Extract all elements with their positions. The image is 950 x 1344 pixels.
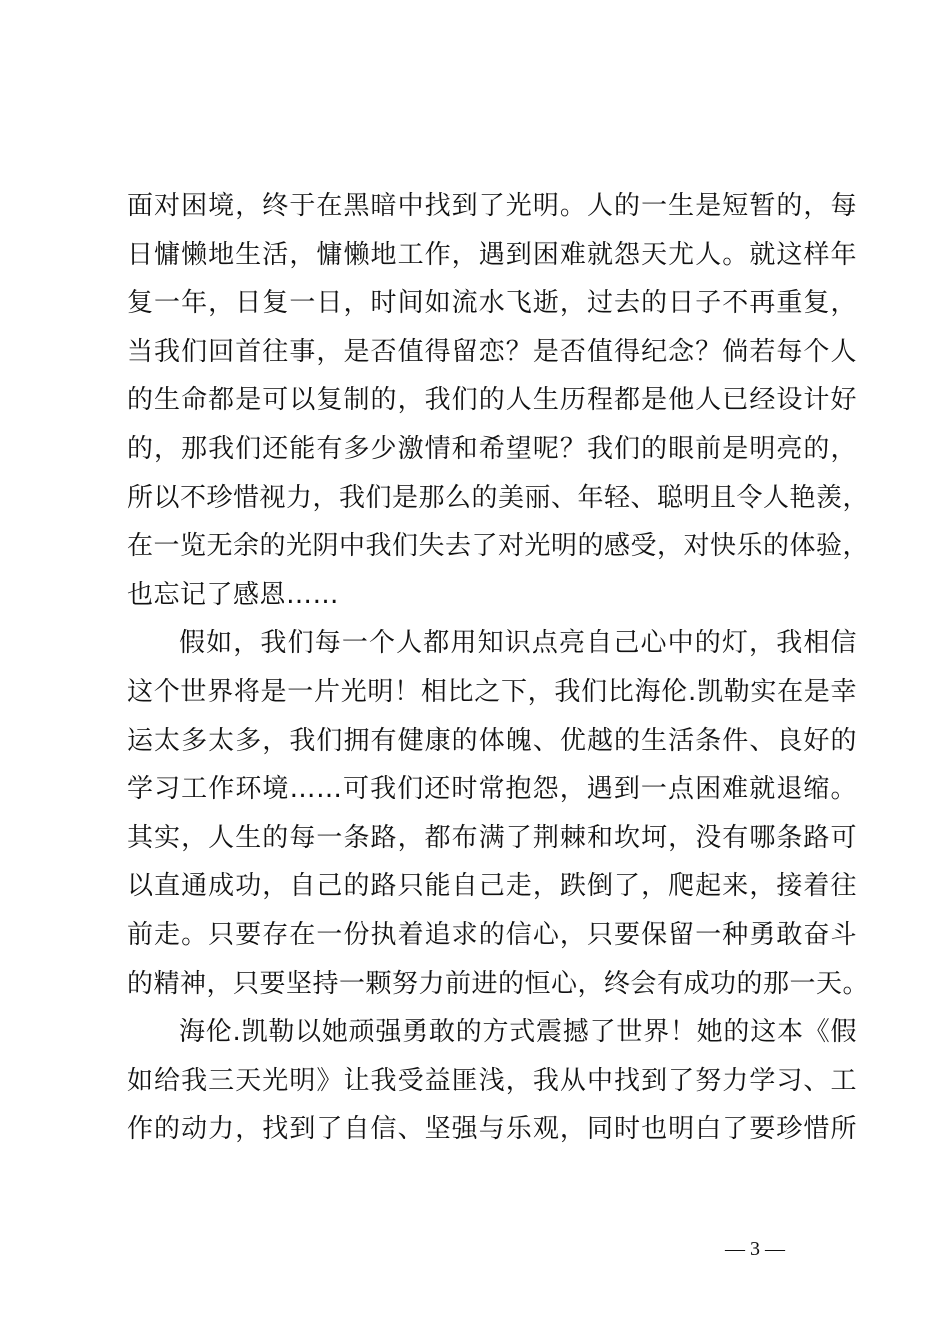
text-line: 前走。只要存在一份执着追求的信心，只要保留一种勇敢奋斗 (127, 919, 857, 950)
text-line: 面对困境，终于在黑暗中找到了光明。人的一生是短暂的，每 (127, 191, 857, 221)
text-line: 当我们回首往事，是否值得留恋？是否值得纪念？倘若每个人 (127, 336, 857, 367)
text-line: 的精神，只要坚持一颗努力前进的恒心，终会有成功的那一天。 (127, 968, 870, 999)
text-line: 这个世界将是一片光明！相比之下，我们比海伦.凯勒实在是幸 (127, 676, 857, 707)
text-line: 如给我三天光明》让我受益匪浅，我从中找到了努力学习、工 (127, 1065, 857, 1096)
text-line: 海伦.凯勒以她顽强勇敢的方式震撼了世界！她的这本《假 (179, 1017, 857, 1048)
text-line: 复一年，日复一日，时间如流水飞逝，过去的日子不再重复， (127, 288, 857, 319)
text-line: 也忘记了感恩…… (127, 579, 340, 610)
text-line: 在一览无余的光阴中我们失去了对光明的感受，对快乐的体验， (127, 531, 870, 562)
text-line: 日慵懒地生活，慵懒地工作，遇到困难就怨天尤人。就这样年 (127, 239, 857, 270)
page-number: — 3 — (725, 1238, 785, 1260)
text-line: 的生命都是可以复制的，我们的人生历程都是他人已经设计好 (127, 385, 857, 416)
text-line: 其实，人生的每一条路，都布满了荆棘和坎坷，没有哪条路可 (127, 822, 857, 853)
document-body (127, 182, 870, 1154)
text-line: 所以不珍惜视力，我们是那么的美丽、年轻、聪明且令人艳羡， (127, 482, 870, 513)
text-line: 以直通成功，自己的路只能自己走，跌倒了，爬起来，接着往 (127, 871, 857, 902)
text-line: 学习工作环境……可我们还时常抱怨，遇到一点困难就退缩。 (127, 774, 857, 805)
text-line: 假如，我们每一个人都用知识点亮自己心中的灯，我相信 (179, 628, 857, 659)
text-line: 的，那我们还能有多少激情和希望呢？我们的眼前是明亮的， (127, 433, 857, 464)
text-line: 作的动力，找到了自信、坚强与乐观，同时也明白了要珍惜所 (127, 1114, 857, 1145)
text-line: 运太多太多，我们拥有健康的体魄、优越的生活条件、良好的 (127, 725, 857, 756)
